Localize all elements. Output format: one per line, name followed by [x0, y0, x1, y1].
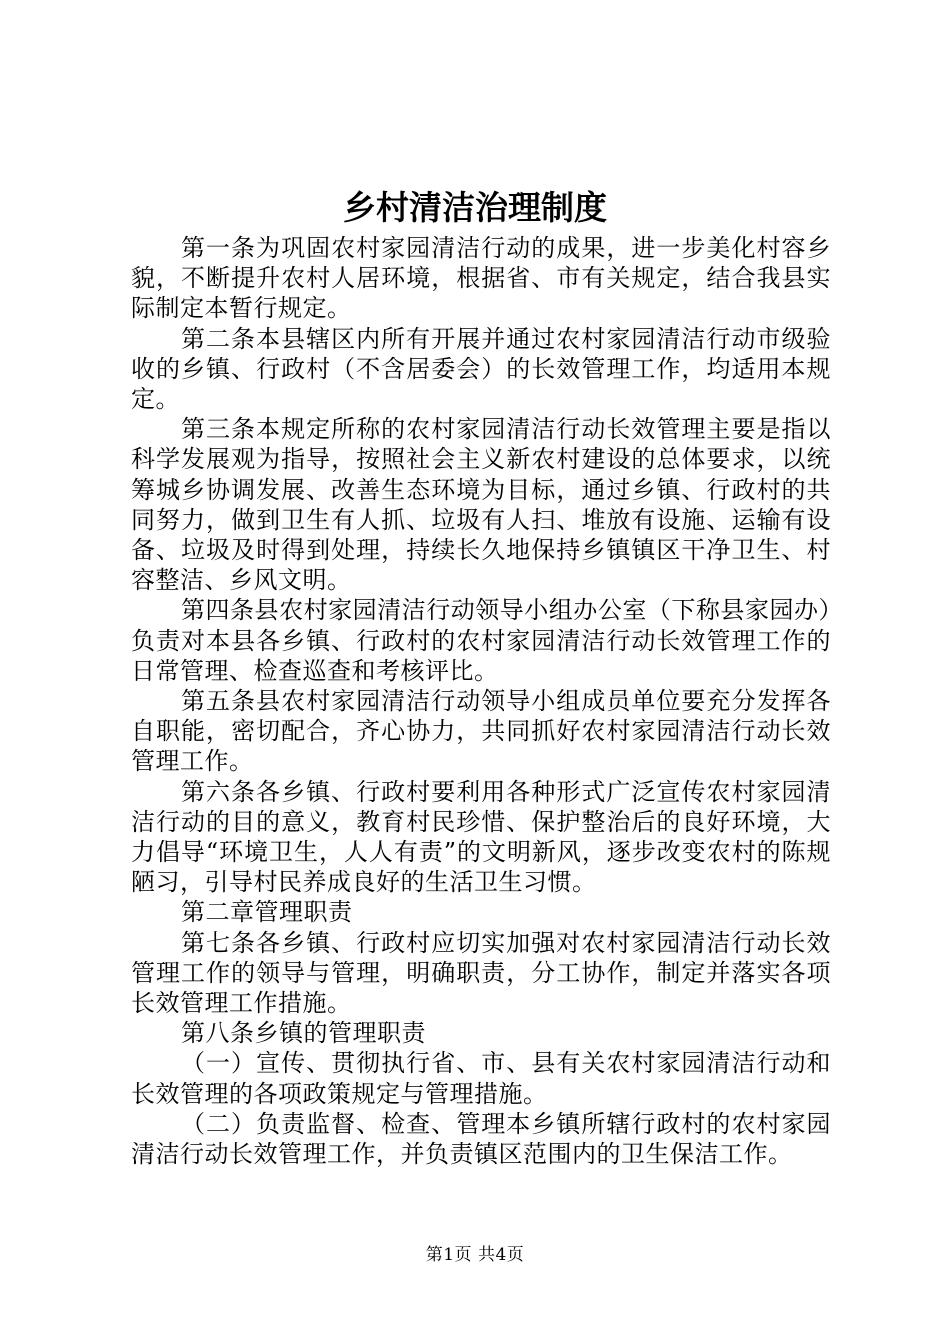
- page-title: 乡村清洁治理制度: [343, 188, 607, 227]
- paragraph-article-3: 第三条本规定所称的农村家园清洁行动长效管理主要是指以科学发展观为指导，按照社会主义新农村建设的总体要求，以统筹城乡协调发展、改善生态环境为目标，通过乡镇、行政村的共同努力，做到卫生有人抓、垃圾有人扫、堆放有设施、运输有设备、垃圾及时得到处理，持续长久地保持乡镇镇区干净卫生、村容整洁、乡风文明。: [131, 415, 831, 595]
- document-body: [131, 233, 831, 1169]
- paragraph-article-6: 第六条各乡镇、行政村要利用各种形式广泛宣传农村家园清洁行动的目的意义，教育村民珍惜、保护整治后的良好环境，大力倡导“环境卫生，人人有责”的文明新风，逐步改变农村的陈规陋习，引导村民养成良好的生活卫生习惯。: [131, 777, 831, 897]
- paragraph-item-2: （二）负责监督、检查、管理本乡镇所辖行政村的农村家园清洁行动长效管理工作，并负责镇区范围内的卫生保洁工作。: [131, 1109, 831, 1169]
- page-footer: 第1页 共4页: [425, 1245, 525, 1265]
- paragraph-article-7: 第七条各乡镇、行政村应切实加强对农村家园清洁行动长效管理工作的领导与管理，明确职责，分工协作，制定并落实各项长效管理工作措施。: [131, 928, 831, 1018]
- paragraph-article-5: 第五条县农村家园清洁行动领导小组成员单位要充分发挥各自职能，密切配合，齐心协力，共同抓好农村家园清洁行动长效管理工作。: [131, 687, 831, 776]
- paragraph-article-2: 第二条本县辖区内所有开展并通过农村家园清洁行动市级验收的乡镇、行政村（不含居委会）的长效管理工作，均适用本规定。: [131, 324, 831, 414]
- paragraph-article-8: 第八条乡镇的管理职责: [181, 1019, 426, 1048]
- paragraph-item-1: （一）宣传、贯彻执行省、市、县有关农村家园清洁行动和长效管理的各项政策规定与管理措施。: [131, 1049, 831, 1108]
- chapter-heading: 第二章管理职责: [181, 898, 353, 927]
- paragraph-article-4: 第四条县农村家园清洁行动领导小组办公室（下称县家园办）负责对本县各乡镇、行政村的农村家园清洁行动长效管理工作的日常管理、检查巡查和考核评比。: [131, 596, 831, 685]
- paragraph-article-1: 第一条为巩固农村家园清洁行动的成果，进一步美化村容乡貌，不断提升农村人居环境，根据省、市有关规定，结合我县实际制定本暂行规定。: [131, 234, 831, 323]
